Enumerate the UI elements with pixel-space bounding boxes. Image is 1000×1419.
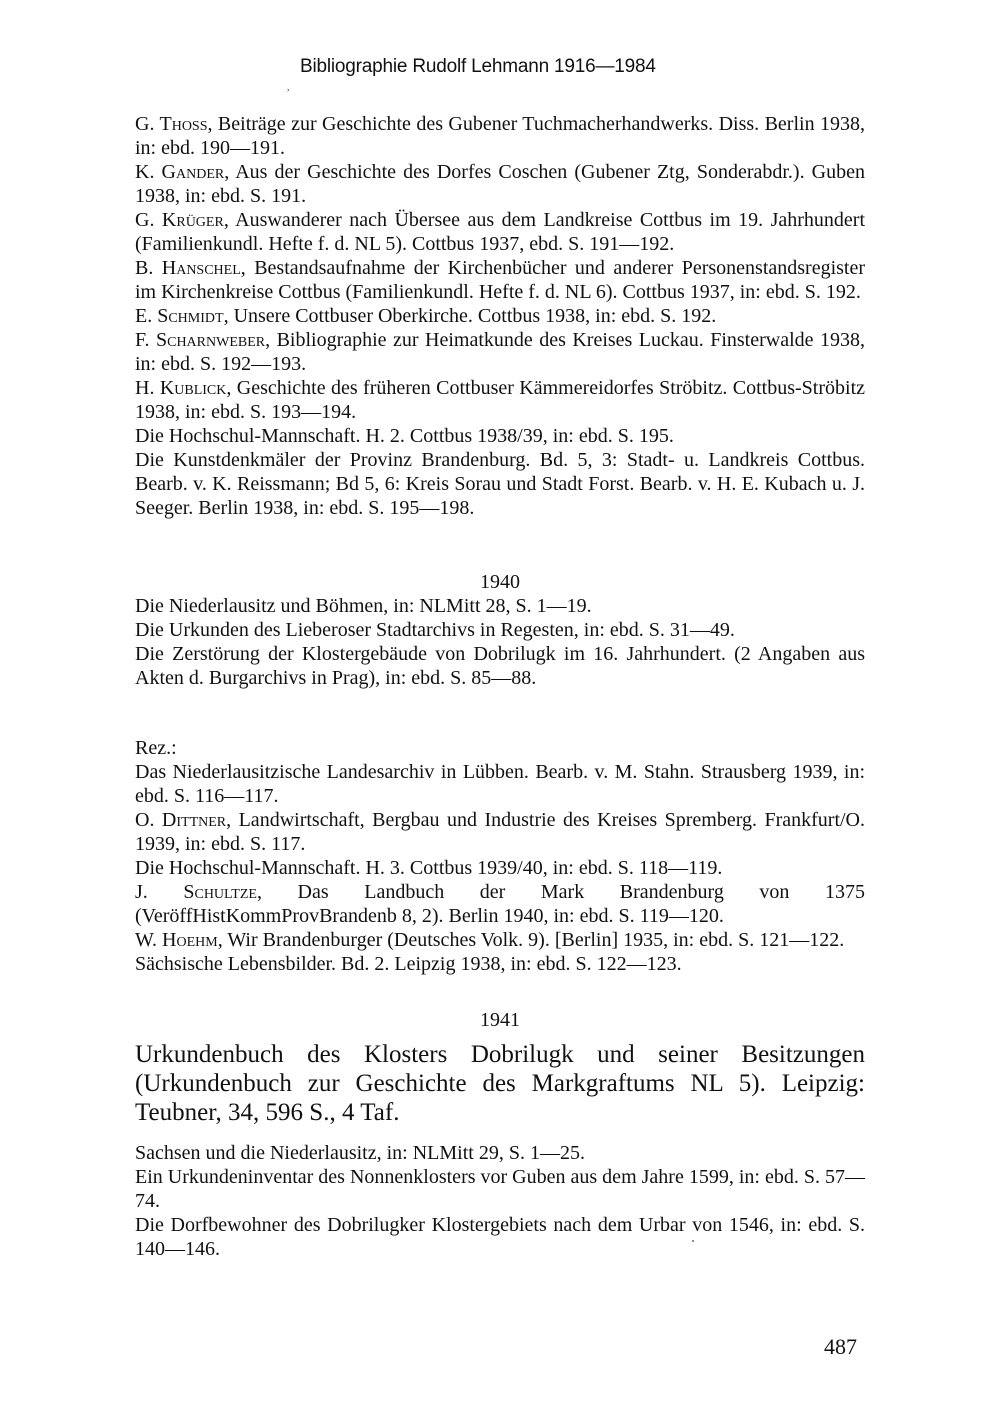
entry-author: O. Dittner bbox=[135, 809, 227, 831]
bib-entry bbox=[135, 448, 865, 520]
entry-author: B. Hanschel bbox=[135, 257, 241, 279]
entry-author: J. Schultze bbox=[135, 881, 257, 903]
entry-text: , Geschichte des früheren Cottbuser Kämmereidorfes Ströbitz. Cottbus-Ströbitz 1938, in: ebd. S. 193—194. bbox=[135, 377, 865, 423]
entry-author: E. Schmidt bbox=[135, 305, 224, 327]
entry-text: , Landwirtschaft, Bergbau und Industrie des Kreises Spremberg. Frankfurt/O. 1939, in: ebd. S. 117. bbox=[135, 809, 865, 855]
review-entry bbox=[135, 808, 865, 856]
entry-author: H. Kublick bbox=[135, 377, 227, 399]
running-header: Bibliographie Rudolf Lehmann 1916—1984 bbox=[300, 56, 656, 77]
entry-text: , Das Landbuch der Mark Brandenburg von 1375 (VeröffHistKommProvBrandenb 8, 2). Berlin 1940, in: ebd. S. 119—120. bbox=[135, 881, 865, 927]
entry-text: , Bibliographie zur Heimatkunde des Kreises Luckau. Finsterwalde 1938, in: ebd. S. 192—193. bbox=[135, 329, 865, 375]
entry-text: , Auswanderer nach Übersee aus dem Landkreise Cottbus im 19. Jahrhundert (Familienkundl. Hefte f. d. NL 5). Cottbus 1937, ebd. S. 191—192. bbox=[135, 209, 865, 255]
stray-mark: , bbox=[287, 82, 290, 93]
bib-entry bbox=[135, 208, 865, 256]
bib-entry bbox=[135, 112, 865, 160]
entry-text: Die Kunstdenkmäler der Provinz Brandenburg. Bd. 5, 3: Stadt- u. Landkreis Cottbus. Bearb. v. K. Reissmann; Bd 5, 6: Kreis Sorau und Stadt Forst. Bearb. v. H. E. Kubach u. J. Seeger. Berlin 1938, in: ebd. S. 195—198. bbox=[135, 449, 865, 519]
entry-author: G. Krüger bbox=[135, 209, 224, 231]
review-entry bbox=[135, 928, 865, 952]
entry-author: G. Thoss bbox=[135, 113, 208, 135]
entry-text: Die Hochschul-Mannschaft. H. 2. Cottbus 1938/39, in: ebd. S. 195. bbox=[135, 425, 674, 447]
bib-entry bbox=[135, 256, 865, 304]
entries-1938 bbox=[135, 112, 865, 520]
entry-author: W. Hoehm bbox=[135, 929, 218, 951]
stray-dot bbox=[692, 1240, 694, 1242]
bib-entry: Die Dorfbewohner des Dobrilugker Klostergebiets nach dem Urbar von 1546, in: ebd. S. 140—146. bbox=[135, 1214, 865, 1260]
bib-entry bbox=[135, 424, 865, 448]
entry-text: , Bestandsaufnahme der Kirchenbücher und anderer Personenstandsregister im Kirchenkreise Cottbus (Familienkundl. Hefte f. d. NL 6). Cottbus 1937, in: ebd. S. 192. bbox=[135, 257, 866, 303]
bib-entry bbox=[135, 304, 865, 328]
bib-entry bbox=[135, 376, 865, 424]
book-title-1941: Urkundenbuch des Klosters Dobrilugk und seiner Besitzungen (Urkundenbuch zur Geschichte des Markgraftums NL 5). Leipzig: Teubner, 34, 596 S., 4 Taf. bbox=[135, 1041, 865, 1126]
bib-entry: Die Zerstörung der Klostergebäude von Dobrilugk im 16. Jahrhundert. (2 Angaben aus Akten d. Burgarchivs in Prag), in: ebd. S. 85—88. bbox=[135, 643, 865, 689]
entries-1941 bbox=[135, 1141, 865, 1261]
bib-entry: Die Urkunden des Lieberoser Stadtarchivs in Regesten, in: ebd. S. 31—49. bbox=[135, 619, 735, 641]
page-number: 487 bbox=[824, 1334, 857, 1359]
year-heading-1941: 1941 bbox=[480, 1009, 520, 1031]
entry-text: , Wir Brandenburger (Deutsches Volk. 9). [Berlin] 1935, in: ebd. S. 121—122. bbox=[217, 929, 845, 951]
entry-text: , Unsere Cottbuser Oberkirche. Cottbus 1938, in: ebd. S. 192. bbox=[223, 305, 717, 327]
entry-text: , Aus der Geschichte des Dorfes Coschen (Gubener Ztg, Sonderabdr.). Guben 1938, in: ebd. S. 191. bbox=[135, 161, 865, 207]
bib-entry bbox=[135, 328, 865, 376]
review-entries bbox=[135, 760, 865, 976]
review-entry bbox=[135, 760, 865, 808]
year-heading-1940: 1940 bbox=[480, 571, 520, 593]
entry-text: Sächsische Lebensbilder. Bd. 2. Leipzig 1938, in: ebd. S. 122—123. bbox=[135, 953, 682, 975]
bib-entry: Die Niederlausitz und Böhmen, in: NLMitt 28, S. 1—19. bbox=[135, 595, 592, 617]
review-entry bbox=[135, 952, 865, 976]
entry-author: K. Gander bbox=[135, 161, 225, 183]
entry-author: F. Scharnweber bbox=[135, 329, 266, 351]
bib-entry: Sachsen und die Niederlausitz, in: NLMitt 29, S. 1—25. bbox=[135, 1142, 585, 1164]
entry-text: Das Niederlausitzische Landesarchiv in Lübben. Bearb. v. M. Stahn. Strausberg 1939, in: ebd. S. 116—117. bbox=[135, 761, 865, 807]
bib-entry: Ein Urkundeninventar des Nonnenklosters vor Guben aus dem Jahre 1599, in: ebd. S. 57—74. bbox=[135, 1166, 865, 1212]
bibliography-content bbox=[135, 112, 865, 1261]
bib-entry bbox=[135, 160, 865, 208]
review-entry bbox=[135, 856, 865, 880]
entry-text: Die Hochschul-Mannschaft. H. 3. Cottbus 1939/40, in: ebd. S. 118—119. bbox=[135, 857, 723, 879]
entries-1940 bbox=[135, 594, 865, 690]
entry-text: , Beiträge zur Geschichte des Gubener Tuchmacherhandwerks. Diss. Berlin 1938, in: ebd. 190—191. bbox=[135, 113, 865, 159]
review-entry bbox=[135, 880, 865, 928]
reviews-label: Rez.: bbox=[135, 737, 177, 759]
